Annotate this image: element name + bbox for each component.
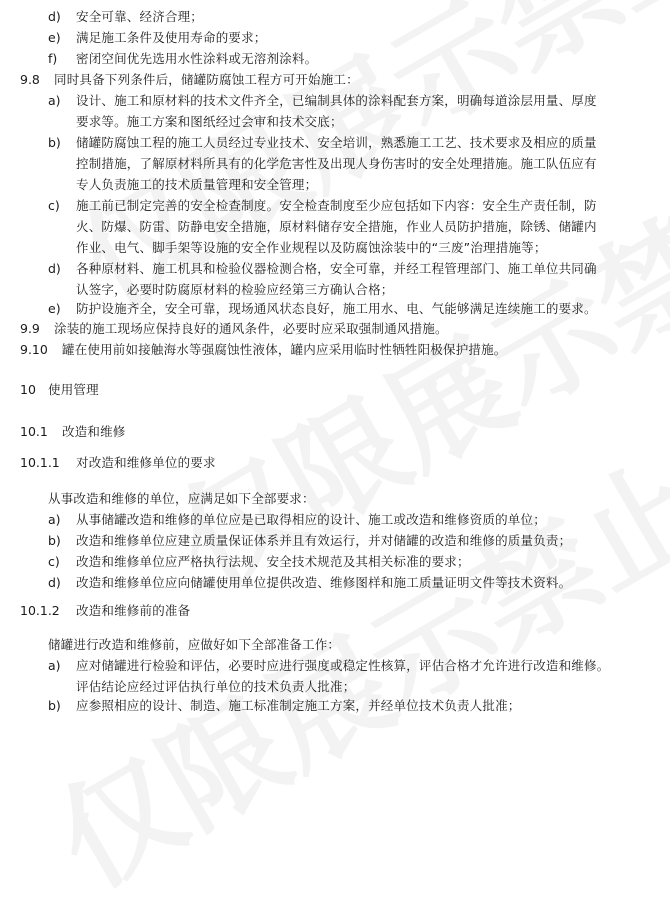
list-item-line: 储罐防腐蚀工程的施工人员经过专业技术、安全培训，熟悉施工工艺、技术要求及相应的质量	[76, 135, 597, 150]
subsection-title: 改造和维修前的准备	[76, 603, 191, 618]
list-marker: d)	[48, 261, 61, 276]
list-item-line: 要求等。施工方案和图纸经过会审和技术交底；	[76, 114, 343, 129]
section-title: 改造和维修	[62, 424, 126, 439]
list-marker: b)	[48, 533, 61, 548]
list-marker: e)	[48, 30, 61, 45]
list-item-line: 防护设施齐全，安全可靠，现场通风状态良好，施工用水、电、气能够满足连续施工的要求。	[76, 301, 597, 316]
list-item-line: 施工前已制定完善的安全检查制度。安全检查制度至少应包括如下内容：安全生产责任制，防	[76, 198, 597, 213]
list-item-line: 设计、施工和原材料的技术文件齐全，已编制具体的涂料配套方案，明确每道涂层用量、厚度	[76, 93, 597, 108]
chapter-title: 使用管理	[48, 382, 99, 397]
list-marker: d)	[48, 9, 61, 24]
list-marker: a)	[48, 512, 61, 527]
subsection-number: 10.1.2	[20, 603, 60, 618]
list-item-line: 应参照相应的设计、制造、施工标准制定施工方案，并经单位技术负责人批准；	[76, 698, 521, 713]
section-title: 涂装的施工现场应保持良好的通风条件，必要时应采取强制通风措施。	[54, 321, 448, 336]
list-marker: c)	[48, 554, 60, 569]
chapter-number: 10	[20, 382, 36, 397]
list-item-line: 作业、电气、脚手架等设施的安全作业规程以及防腐蚀涂装中的“三废”治理措施等；	[76, 240, 547, 255]
list-marker: b)	[48, 698, 61, 713]
list-marker: a)	[48, 93, 61, 108]
list-item: 改造和维修单位应严格执行法规、安全技术规范及其相关标准的要求；	[76, 554, 470, 569]
list-item-line: 各种原材料、施工机具和检验仪器检测合格，安全可靠，并经工程管理部门、施工单位共同确	[76, 261, 597, 276]
list-item-line: 专人负责施工的技术质量管理和安全管理；	[76, 177, 318, 192]
list-item-line: 应对储罐进行检验和评估，必要时应进行强度或稳定性核算，评估合格才允许进行改造和维修。	[76, 658, 610, 673]
list-marker: b)	[48, 135, 61, 150]
section-title: 同时具备下列条件后，储罐防腐蚀工程方可开始施工：	[54, 72, 359, 87]
list-item: 改造和维修单位应建立质量保证体系并且有效运行，并对储罐的改造和维修的质量负责；	[76, 533, 572, 548]
section-title: 罐在使用前如接触海水等强腐蚀性液体，罐内应采用临时性牺牲阳极保护措施。	[62, 342, 507, 357]
section-number: 10.1	[20, 424, 48, 439]
paragraph: 储罐进行改造和维修前，应做好如下全部准备工作：	[48, 637, 341, 652]
section-number: 9.10	[20, 342, 48, 357]
subsection-number: 10.1.1	[20, 455, 60, 470]
list-marker: e)	[48, 301, 61, 316]
subsection-title: 对改造和维修单位的要求	[76, 455, 216, 470]
list-item: 满足施工条件及使用寿命的要求；	[76, 30, 267, 45]
list-item: 改造和维修单位应向储罐使用单位提供改造、维修图样和施工质量证明文件等技术资料。	[76, 575, 572, 590]
list-item-line: 评估结论应经过评估执行单位的技术负责人批准；	[76, 679, 356, 694]
list-item-line: 控制措施，了解原材料所具有的化学危害性及出现人身伤害时的安全处理措施。施工队伍应有	[76, 156, 597, 171]
list-item: 安全可靠、经济合理；	[76, 9, 204, 24]
section-number: 9.8	[20, 72, 40, 87]
list-marker: f)	[48, 51, 58, 66]
paragraph: 从事改造和维修的单位，应满足如下全部要求：	[48, 491, 315, 506]
list-marker: c)	[48, 198, 60, 213]
list-item: 从事储罐改造和维修的单位应是已取得相应的设计、施工或改造和维修资质的单位；	[76, 512, 546, 527]
section-number: 9.9	[20, 321, 40, 336]
list-item: 密闭空间优先选用水性涂料或无溶剂涂料。	[76, 51, 318, 66]
list-marker: d)	[48, 575, 61, 590]
list-marker: a)	[48, 658, 61, 673]
list-item-line: 认签字，必要时防腐原材料的检验应经第三方确认合格；	[76, 282, 394, 297]
list-item-line: 火、防爆、防雷、防静电安全措施，原材料储存安全措施，作业人员防护措施，除锈、储罐内	[76, 219, 597, 234]
